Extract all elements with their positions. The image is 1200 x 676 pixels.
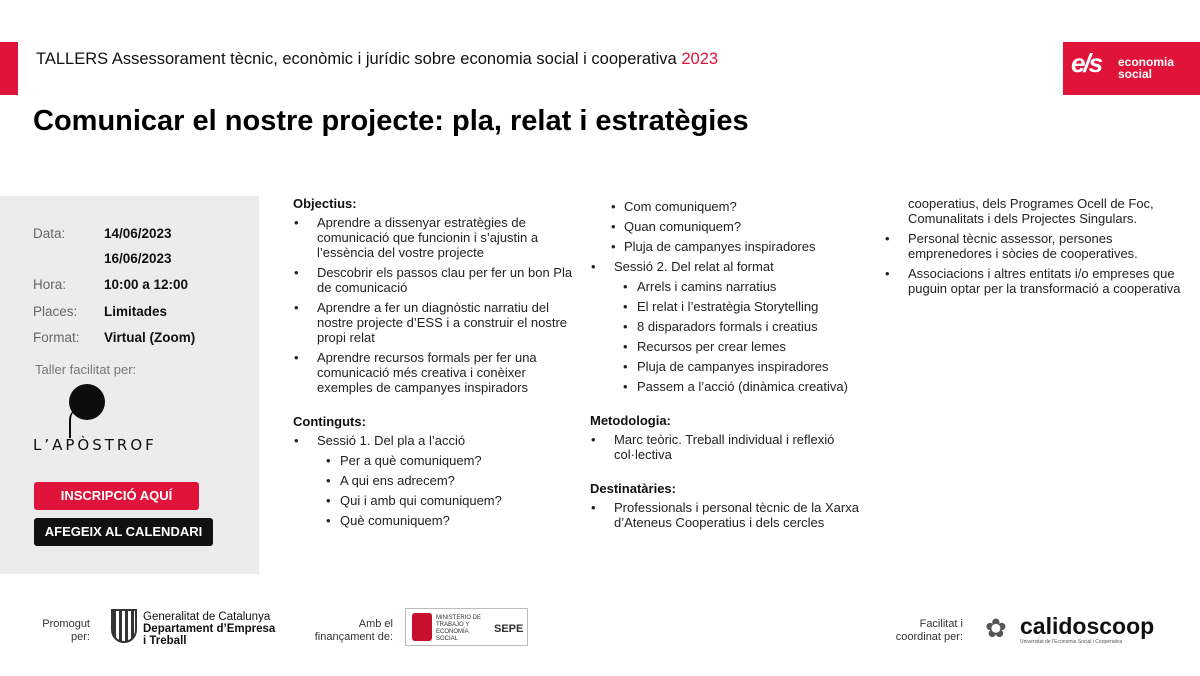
list-item: • Aprendre a fer un diagnòstic narratiu del nostre projecte d’ESS i a construir el nostre propi relat — [293, 300, 573, 345]
list-item: • Marc teòric. Treball individual i reflexió col·lectiva — [590, 432, 860, 462]
list-item: • Què comuniquem? — [293, 513, 573, 528]
column-objectives — [293, 196, 573, 533]
list-item: • Qui i amb qui comuniquem? — [293, 493, 573, 508]
list-item: • Pluja de campanyes inspiradores — [590, 239, 860, 254]
contents-heading: Continguts: — [293, 414, 366, 429]
program-year: 2023 — [681, 50, 719, 68]
promoted-label-line1: Promogut — [42, 618, 90, 630]
list-item: • El relat i l’estratègia Storytelling — [590, 299, 860, 314]
promoted-label-line2: per: — [71, 631, 90, 643]
es-logo-line1: economia — [1118, 55, 1175, 69]
contents-list — [293, 433, 573, 528]
list-item: • 8 disparadors formals i creatius — [590, 319, 860, 334]
generalitat-shield-icon — [111, 609, 137, 643]
ministry-sepe-logo — [405, 608, 528, 646]
list-item: • Passem a l’acció (dinàmica creativa) — [590, 379, 860, 394]
lapostrof-wordmark: L’APÒSTROF — [33, 436, 157, 454]
funding-label-line2: finançament de: — [314, 631, 393, 643]
hour-label: Hora: — [33, 277, 67, 292]
page-title: Comunicar el nostre projecte: pla, relat i estratègies — [33, 105, 749, 137]
session-1: • Sessió 1. Del pla a l’acció — [293, 433, 573, 448]
coord-label-line2: coordinat per: — [895, 631, 963, 643]
column-audience — [884, 196, 1184, 301]
program-header — [36, 50, 718, 69]
places-value: Limitades — [104, 304, 168, 319]
format-value: Virtual (Zoom) — [104, 330, 196, 345]
list-item: • Recursos per crear lemes — [590, 339, 860, 354]
funding-label — [300, 618, 393, 644]
methodology-heading: Metodologia: — [590, 413, 671, 428]
list-item: • Per a què comuniquem? — [293, 453, 573, 468]
audience-list — [590, 500, 860, 530]
date-label: Data: — [33, 226, 66, 241]
generalitat-line2: Departament d’Empresa — [143, 623, 276, 635]
generalitat-logo — [111, 609, 276, 647]
objectives-heading: Objectius: — [293, 196, 357, 211]
date-value-2: 16/06/2023 — [104, 251, 172, 266]
list-item: • Aprendre a dissenyar estratègies de comunicació que funcionin i s’ajustin a l’essència del vostre projecte — [293, 215, 573, 260]
calidoscoop-wordmark: calidoscoop — [1020, 613, 1155, 639]
funding-label-line1: Amb el — [358, 618, 393, 630]
methodology-list — [590, 432, 860, 462]
facilitated-by-label: Taller facilitat per: — [35, 362, 137, 377]
lapostrof-logo — [33, 380, 157, 460]
list-item: • Arrels i camins narratius — [590, 279, 860, 294]
list-item: • Com comuniquem? — [590, 199, 860, 214]
sepe-text: SEPE — [494, 623, 524, 635]
calidoscoop-subtitle: Universitat de l’Economia Social i Cooperativa — [1020, 639, 1123, 645]
economia-social-logo — [1063, 42, 1200, 95]
es-logo-words — [1118, 56, 1174, 80]
register-button[interactable]: INSCRIPCIÓ AQUÍ — [34, 482, 199, 510]
list-item: • Descobrir els passos clau per fer un bon Pla de comunicació — [293, 265, 573, 295]
places-label: Places: — [33, 304, 78, 319]
objectives-list — [293, 215, 573, 395]
contents-list-continued — [590, 199, 860, 394]
format-label: Format: — [33, 330, 80, 345]
list-item: • Pluja de campanyes inspiradores — [590, 359, 860, 374]
date-value-1: 14/06/2023 — [104, 226, 172, 241]
generalitat-line1: Generalitat de Catalunya — [143, 611, 271, 623]
header-accent-bar — [0, 42, 18, 95]
es-logo-mark: e/s — [1071, 48, 1102, 78]
list-item: • Quan comuniquem? — [590, 219, 860, 234]
column-contents — [590, 199, 860, 535]
hour-value: 10:00 a 12:00 — [104, 277, 189, 292]
list-item: • Associacions i altres entitats i/o empreses que puguin optar per la transformació a cooperativa — [884, 266, 1184, 296]
calidoscoop-logo — [985, 613, 1160, 645]
list-item: • Aprendre recursos formals per fer una comunicació més creativa i conèixer exemples de campanyes inspiradors — [293, 350, 573, 395]
es-logo-line2: social — [1118, 67, 1153, 81]
session-2: • Sessió 2. Del relat al format — [590, 259, 860, 274]
promoted-by-label — [40, 618, 90, 644]
coord-label-line1: Facilitat i — [919, 618, 963, 630]
program-header-text: TALLERS Assessorament tècnic, econòmic i jurídic sobre economia social i cooperativa — [36, 50, 677, 68]
spain-crest-icon — [412, 613, 432, 641]
apostrophe-tail-icon — [69, 408, 81, 438]
generalitat-line3: i Treball — [143, 635, 187, 647]
audience-heading: Destinatàries: — [590, 481, 676, 496]
add-to-calendar-button[interactable]: AFEGEIX AL CALENDARI — [34, 518, 213, 546]
list-item: • A qui ens adrecem? — [293, 473, 573, 488]
audience-list-continued — [884, 231, 1184, 296]
audience-item-continued: cooperatius, dels Programes Ocell de Foc, Comunalitats i dels Projectes Singulars. — [908, 196, 1154, 226]
list-item: • Professionals i personal tècnic de la Xarxa d’Ateneus Cooperatius i dels cercles — [590, 500, 860, 530]
calidoscoop-flower-icon: ✿ — [985, 613, 1007, 643]
coordinated-by-label — [880, 618, 963, 644]
generalitat-text — [143, 611, 275, 647]
ministry-text: MINISTERIO DE TRABAJO Y ECONOMÍA SOCIAL — [436, 615, 482, 642]
list-item: • Personal tècnic assessor, persones emprenedores i sòcies de cooperatives. — [884, 231, 1184, 261]
